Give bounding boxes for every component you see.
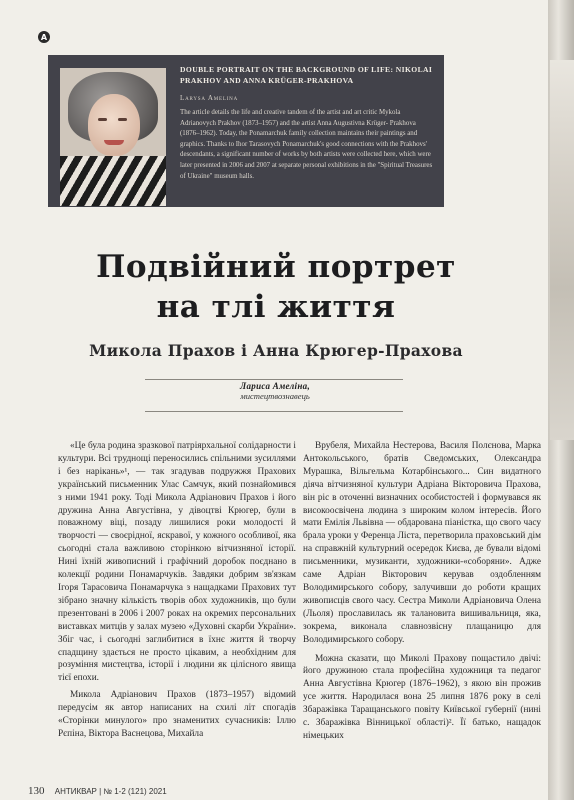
article-title xyxy=(0,247,552,327)
journal-issue: АНТИКВАР | № 1-2 (121) 2021 xyxy=(54,787,167,796)
page-footer xyxy=(28,785,167,797)
paragraph: Можна сказати, що Миколі Прахову пощастило двічі: його дружиною стала професійна художниця та педагог Анна Августівна Крюгер (1876–1962), з якою він прожив усе життя. Народилася вона 25 липня 1876 року в селі Збаражівка Таращанського повіту Київської губернії (нині с. Збаражівка Вінницької області)². Її батько, нащадок німецьких xyxy=(303,653,541,741)
paragraph: «Це була родина зразкової патріярхальної солідарности і культури. Всі труднощі переносились спільними зусиллями і без нарікань»¹, — так згадував подружжя Прахових український письменник Улас Самчук, який познайомився з ними 1941 року. Тоді Микола Адріанович Прахов і його дружина Анна Августівна, у дівоцтві Крюгер, були в поважному віці, позаду лишилися роки молодості й творчості — своєрідної, яскравої, у кожного особливої, яка сьогодні стала важливою сторінкою вітчизняної історії. Нині їхній живописний і графічний доробок поєднано в колекції родини Понамарчуків. Завдяки добрим зв'язкам Ігоря Тарасовича Понамарчука з нащадками Прахових тут зібрано значну кількість творів обох художників, що були презентовані в 2006 і 2007 роках на окремих персональних виставках митців у залах музею «Духовні скарби України». Збіг час, і сьогодні заглибитися в їхнє життя й творчу спадщину здається не просто цікавим, а необхідним для розуміння мистецтва, історії і людини як цілісного явища тієї епохи. xyxy=(58,441,296,684)
author-name: Лариса Амеліна, xyxy=(240,381,310,391)
article-subtitle: Микола Прахов і Анна Крюгер-Прахова xyxy=(89,341,463,360)
page-number: 130 xyxy=(28,785,45,797)
article-title-line-1: Подвійний портрет xyxy=(96,249,456,285)
english-author: Larysa Amelina xyxy=(180,94,239,102)
byline-rule-top xyxy=(145,379,403,380)
byline xyxy=(200,381,350,401)
byline-rule-bottom xyxy=(145,411,403,412)
paragraph: Микола Адріанович Прахов (1873–1957) відомий передусім як автор написаних на схилі літ спогадів «Сторінки минулого» про знаменитих сучасників: Іллю Рєпіна, Віктора Васнецова, Михайла xyxy=(58,690,296,739)
text-column-left xyxy=(58,440,296,741)
article-title-line-2: на тлі життя xyxy=(156,289,396,325)
paragraph: Врубеля, Михайла Нестерова, Василя Полєнова, Марка Антокольського, братів Сведомських, Олександра Мурашка, Вільгельма Котарбінського... Син видатного діяча вітчизняної культури Адріана Вікторовича Прахова, він ріс в оточенні визначних особистостей і формувався як високоосвічена людина з широким колом інтересів. Його мати Емілія Львівна — обдарована піаністка, що свого часу брала уроки у Ференца Ліста, перетворила праховський дім на справжній культурний осередок Києва, де бували відомі письменники, музиканти, художники-«соборяни». Адже саме Адріан Вікторович керував оздобленням Володимирського собору, залучивши до роботи кращих живописців свого часу. Сестра Миколи Адріановича Олена (Льоля) прославилась як талановита вишивальниця, яка, зокрема, виконала славнозвісну плащаницю для Володимирського собору. xyxy=(303,441,541,645)
english-title: DOUBLE PORTRAIT ON THE BACKGROUND OF LIFE: NIKOLAI PRAKHOV AND ANNA KRÜGER-PRAKHOVA xyxy=(180,65,433,85)
adjacent-page-edge xyxy=(548,0,574,800)
author-portrait-photo xyxy=(60,68,166,206)
adjacent-page-photo xyxy=(550,60,574,440)
text-column-right xyxy=(303,440,541,743)
english-summary xyxy=(180,64,435,182)
journal-logo-icon: A xyxy=(38,31,50,43)
author-role: мистецтвознавець xyxy=(240,391,310,401)
english-abstract: The article details the life and creative tandem of the artist and art critic Mykola Adrianovych Prakhov (1873–1957) and the artist Anna Augustivna Krüger- Prakhova (1876–1962). Today, the Ponamarchuk family collection maintains their paintings and graphics. Thanks to Ihor Tarasovych Ponamarchuk's good connections with the Prakhovs' descendants, a significant number of works by both artists were collected here, which were later presented in 2006 and 2007 at separate personal exhibitions in the "Spiritual Treasures of Ukraine" museum halls. xyxy=(180,109,433,180)
